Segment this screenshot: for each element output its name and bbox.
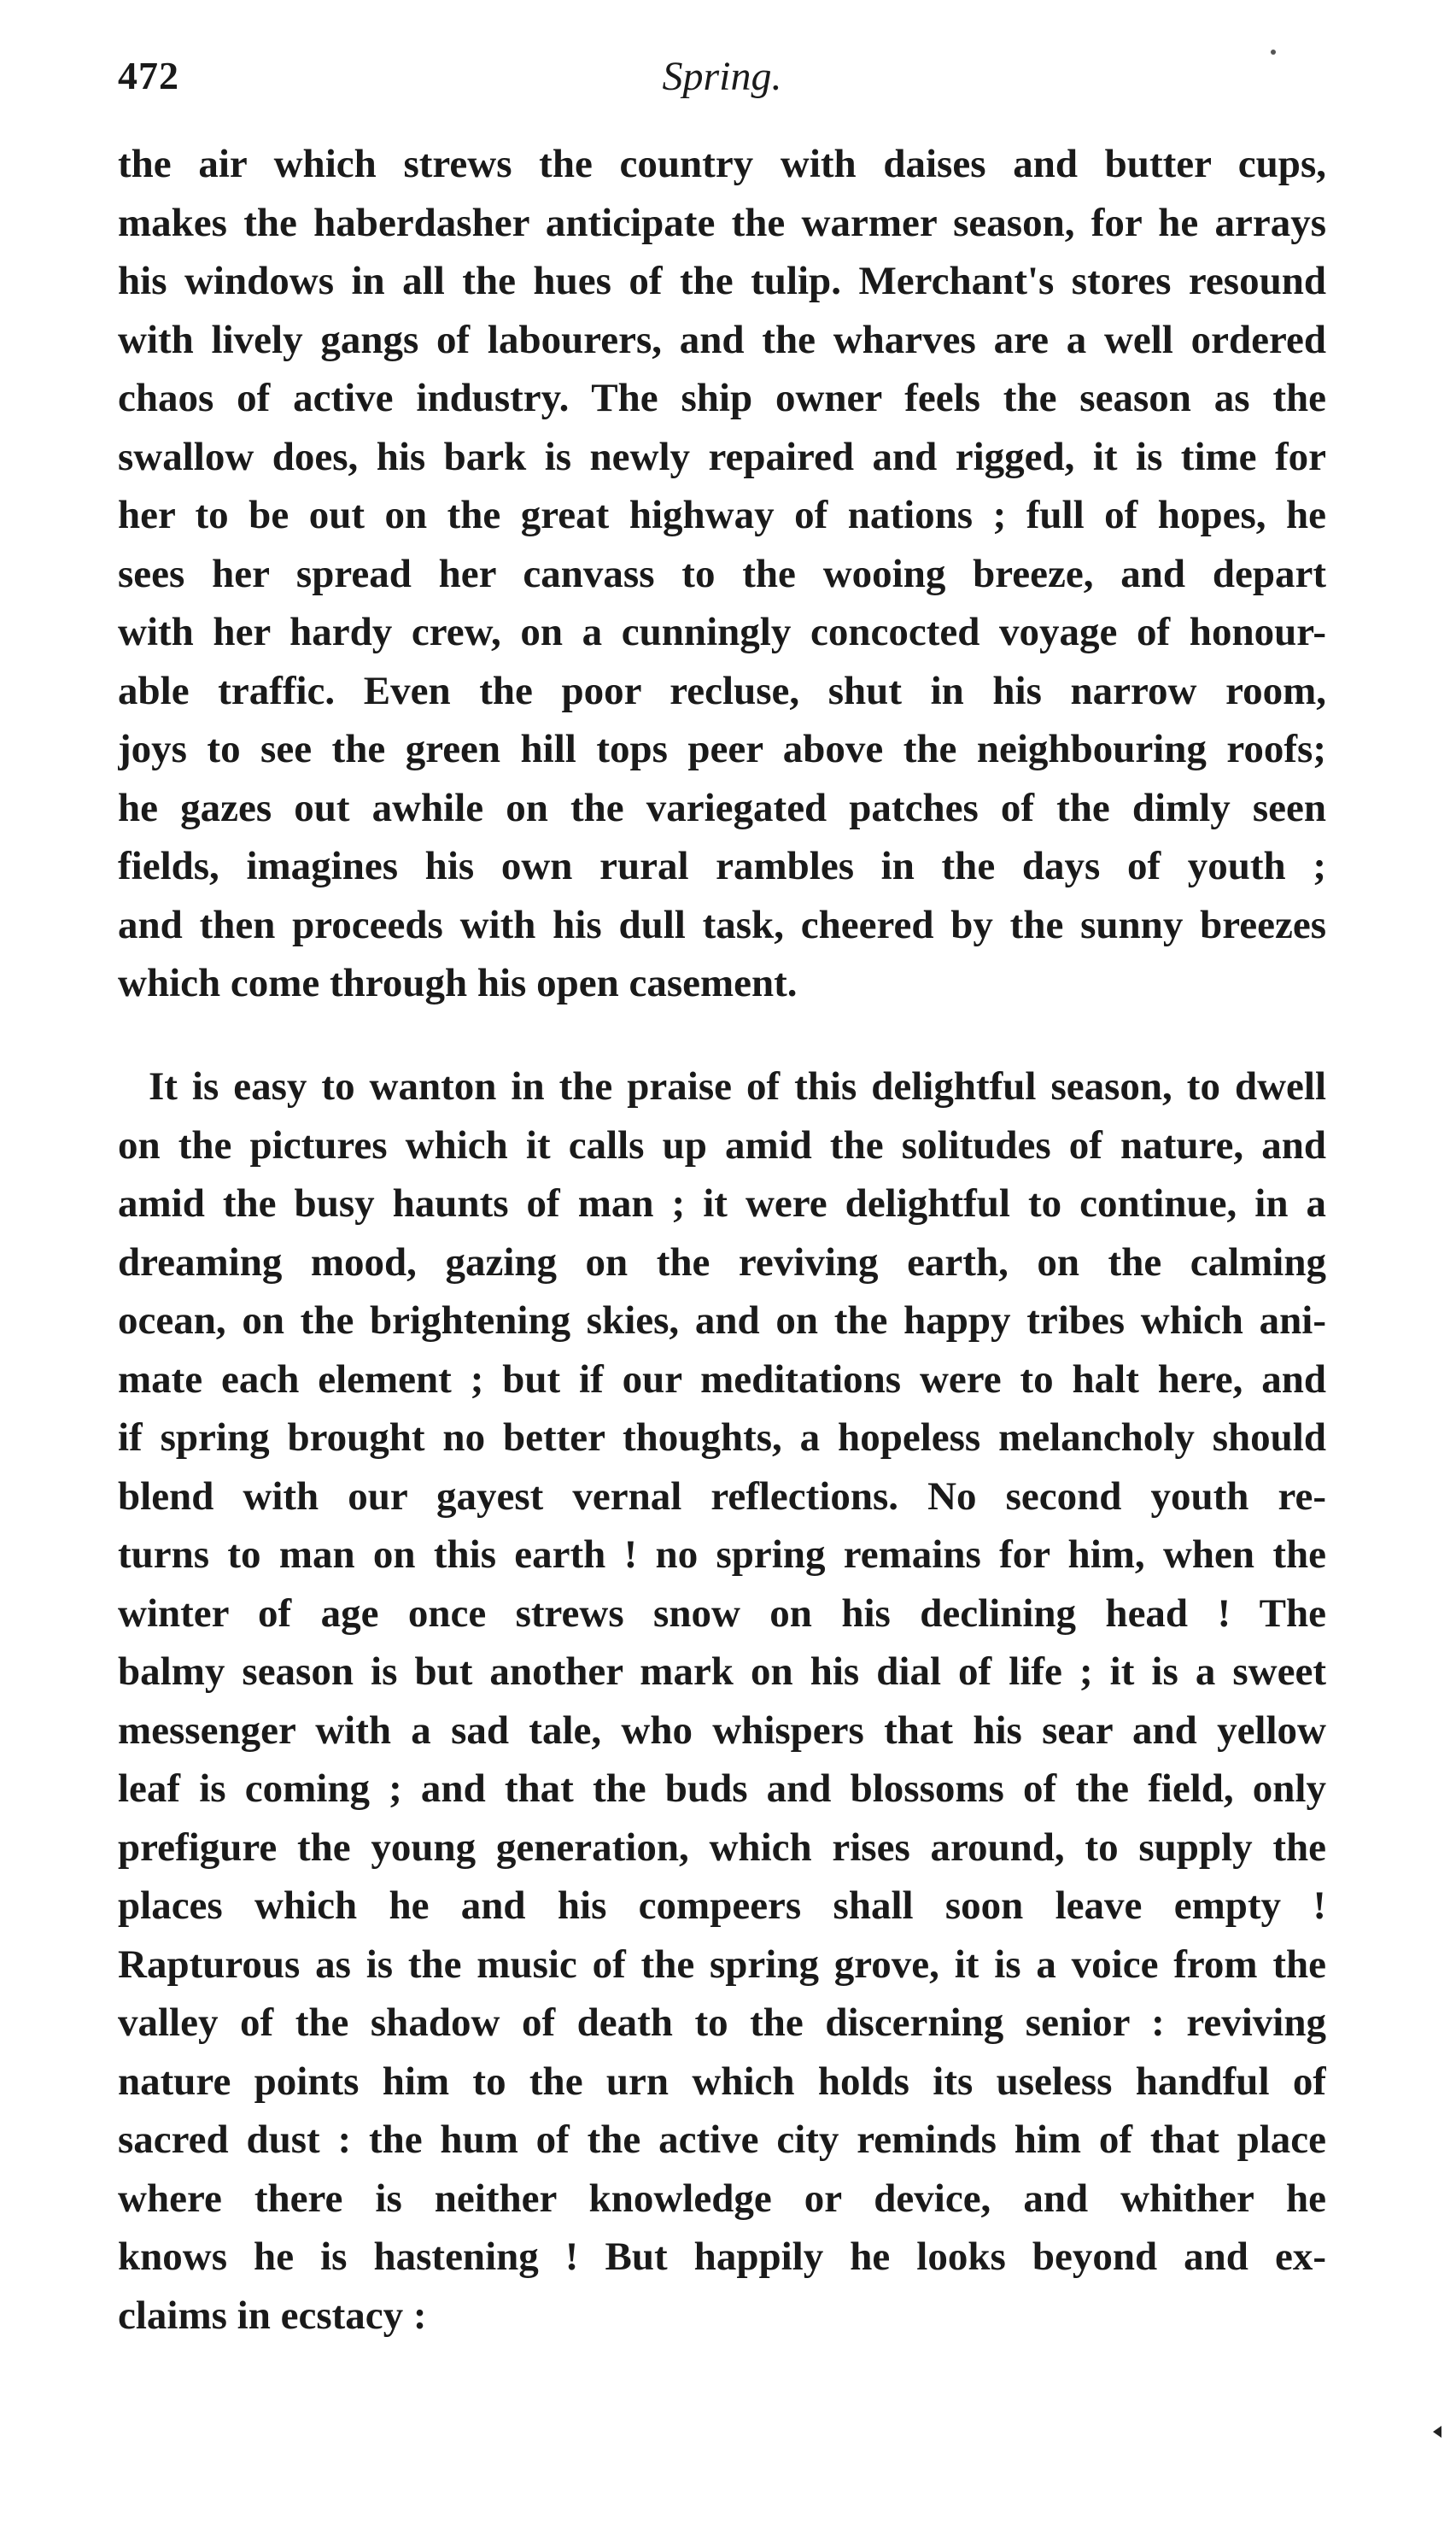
text-line: knows he is hastening ! But happily he looks beyond and ex- [118, 2234, 1326, 2279]
text-line: ocean, on the brightening skies, and on the happy tribes which ani- [118, 1298, 1326, 1343]
text-line: with her hardy crew, on a cunningly concocted voyage of honour- [118, 610, 1326, 654]
text-line: sees her spread her canvass to the wooing breeze, and depart [118, 551, 1326, 596]
text-line: balmy season is but another mark on his dial of life ; it is a sweet [118, 1649, 1326, 1694]
running-title: Spring. [662, 54, 782, 99]
text-line: with lively gangs of labourers, and the wharves are a well ordered [118, 317, 1326, 362]
text-line: places which he and his compeers shall soon leave empty ! [118, 1883, 1326, 1928]
text-line: which come through his open casement. [118, 961, 798, 1005]
text-line: makes the haberdasher anticipate the warmer season, for he arrays [118, 200, 1326, 245]
running-head [118, 53, 1326, 130]
text-line: leaf is coming ; and that the buds and blossoms of the field, only [118, 1766, 1326, 1811]
text-line: and then proceeds with his dull task, cheered by the sunny breezes [118, 902, 1326, 947]
text-line: messenger with a sad tale, who whispers that his sear and yellow [118, 1707, 1326, 1753]
text-line: prefigure the young generation, which rises around, to supply the [118, 1824, 1326, 1870]
text-line: claims in ecstacy : [118, 2293, 427, 2338]
text-line: joys to see the green hill tops peer above the neighbouring roofs; [118, 727, 1326, 771]
text-line: his windows in all the hues of the tulip. Merchant's stores resound [118, 259, 1326, 303]
text-line: winter of age once strews snow on his declining head ! The [118, 1590, 1326, 1636]
text-line: turns to man on this earth ! no spring remains for him, when the [118, 1532, 1326, 1577]
text-line: he gazes out awhile on the variegated patches of the dimly seen [118, 785, 1326, 830]
text-line: chaos of active industry. The ship owner feels the season as the [118, 376, 1326, 420]
speck-mark [1271, 50, 1276, 55]
text-line: mate each element ; but if our meditations were to halt here, and [118, 1356, 1326, 1402]
paragraph-2 [118, 1057, 1326, 2345]
text-line: on the pictures which it calls up amid the solitudes of nature, and [118, 1122, 1326, 1168]
text-line: where there is neither knowledge or device, and whither he [118, 2176, 1326, 2221]
page-number: 472 [118, 54, 179, 97]
text-line: her to be out on the great highway of nations ; full of hopes, he [118, 493, 1326, 537]
text-line: sacred dust : the hum of the active city reminds him of that place [118, 2117, 1326, 2162]
text-line: blend with our gayest vernal reflections. No second youth re- [118, 1473, 1326, 1519]
text-line: the air which strews the country with daises and butter cups, [118, 142, 1326, 186]
paragraph-1 [118, 135, 1326, 1013]
text-line: dreaming mood, gazing on the reviving earth, on the calming [118, 1239, 1326, 1285]
margin-arrow-mark [1433, 2426, 1441, 2438]
text-line: fields, imagines his own rural rambles in the days of youth ; [118, 844, 1326, 888]
text-line: valley of the shadow of death to the discerning senior : reviving [118, 2000, 1326, 2045]
text-line: Rapturous as is the music of the spring grove, it is a voice from the [118, 1942, 1326, 1987]
text-line: able traffic. Even the poor recluse, shut in his narrow room, [118, 668, 1326, 713]
text-line: swallow does, his bark is newly repaired and rigged, it is time for [118, 434, 1326, 479]
text-line: nature points him to the urn which holds its useless handful of [118, 2059, 1326, 2104]
text-line: if spring brought no better thoughts, a hopeless melancholy should [118, 1415, 1326, 1460]
text-line: It is easy to wanton in the praise of this delightful season, to dwell [149, 1064, 1326, 1109]
text-line: amid the busy haunts of man ; it were delightful to continue, in a [118, 1181, 1326, 1226]
